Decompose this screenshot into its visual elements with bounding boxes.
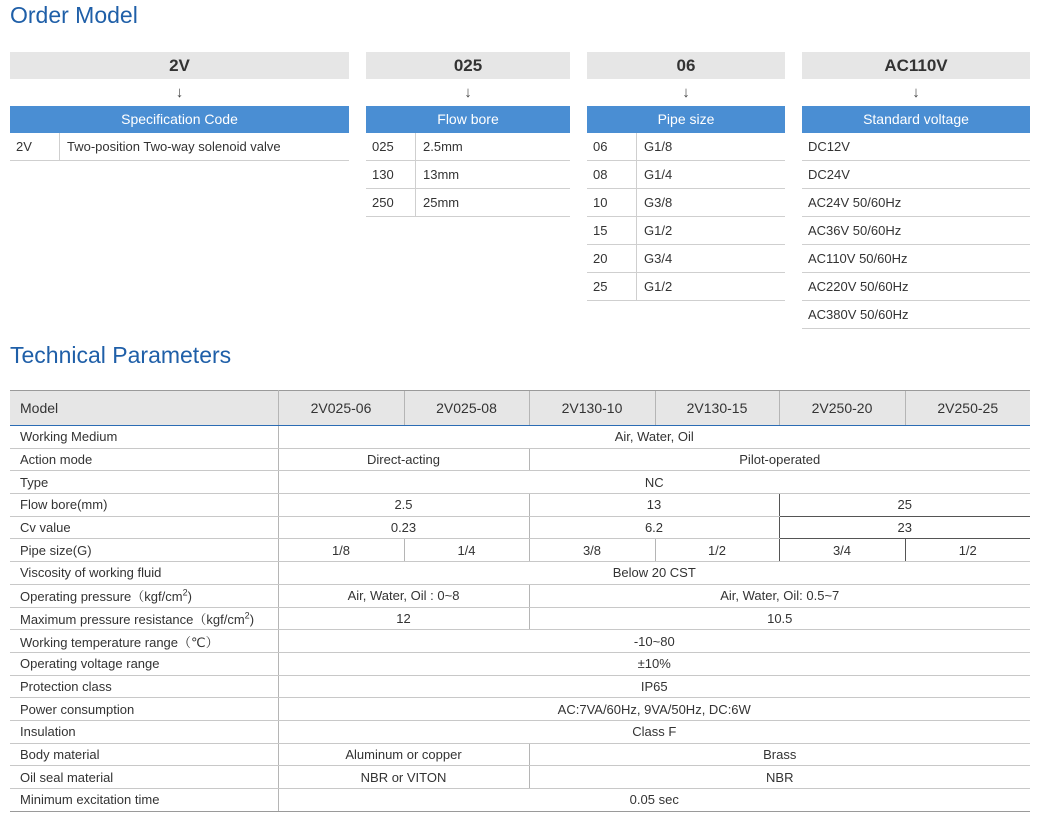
header-model: 2V130-10 — [529, 391, 655, 426]
table-header-row — [10, 391, 1030, 426]
row-label: Working Medium — [10, 426, 278, 449]
table-row — [10, 494, 1030, 517]
table-row — [10, 630, 1030, 653]
row-value: Direct-acting — [278, 448, 529, 471]
table-row — [10, 584, 1030, 607]
row-value: Class F — [278, 720, 1030, 743]
list-item — [802, 273, 1030, 301]
row-value: IP65 — [278, 675, 1030, 698]
option-desc: G1/2 — [644, 279, 673, 294]
list-item — [802, 217, 1030, 245]
row-label-text: Operating pressure（kgf/cm — [20, 589, 183, 605]
header-model: 2V025-06 — [278, 391, 404, 426]
option-desc: 2.5mm — [423, 139, 463, 154]
option-desc: G1/4 — [644, 167, 673, 182]
row-value: NC — [278, 471, 1030, 494]
arrow-down-icon: ↓ — [682, 84, 690, 101]
order-model-title: Order Model — [10, 2, 138, 28]
voltage-header: Standard voltage — [802, 106, 1030, 133]
option-code: 250 — [366, 189, 416, 216]
table-row — [10, 789, 1030, 812]
row-value: 0.23 — [278, 516, 529, 539]
row-value: 1/4 — [404, 539, 529, 562]
row-label — [10, 607, 278, 630]
row-value: 3/4 — [779, 539, 905, 562]
option-code: 25 — [587, 273, 637, 300]
list-item — [587, 133, 785, 161]
option-desc: Two-position Two-way solenoid valve — [67, 139, 281, 154]
table-row — [10, 743, 1030, 766]
row-value: NBR — [529, 766, 1030, 789]
row-value: 0.05 sec — [278, 789, 1030, 812]
header-model: 2V025-08 — [404, 391, 529, 426]
row-label: Viscosity of working fluid — [10, 562, 278, 585]
header-model: 2V250-20 — [779, 391, 905, 426]
superscript: 2 — [182, 587, 188, 598]
table-row — [10, 539, 1030, 562]
table-row — [10, 675, 1030, 698]
flow-bore-value: 025 — [366, 52, 570, 79]
list-item — [802, 133, 1030, 161]
row-value: NBR or VITON — [278, 766, 529, 789]
list-item — [802, 245, 1030, 273]
list-item — [587, 189, 785, 217]
row-value: Air, Water, Oil: 0.5~7 — [529, 584, 1030, 607]
row-label: Operating voltage range — [10, 652, 278, 675]
row-value: Below 20 CST — [278, 562, 1030, 585]
voltage-option: AC24V 50/60Hz — [808, 195, 902, 210]
arrow-down-icon: ↓ — [912, 84, 920, 101]
row-value: ±10% — [278, 652, 1030, 675]
option-code: 15 — [587, 217, 637, 244]
option-code: 130 — [366, 161, 416, 188]
row-value: 6.2 — [529, 516, 779, 539]
list-item — [366, 133, 570, 161]
row-value: Aluminum or copper — [278, 743, 529, 766]
technical-parameters-title: Technical Parameters — [10, 342, 232, 368]
row-value: 23 — [779, 516, 1030, 539]
pipe-size-block — [587, 52, 785, 301]
row-value: -10~80 — [278, 630, 1030, 653]
voltage-option: DC12V — [808, 139, 850, 154]
row-value: AC:7VA/60Hz, 9VA/50Hz, DC:6W — [278, 698, 1030, 721]
voltage-option: AC380V 50/60Hz — [808, 307, 909, 322]
row-label — [10, 584, 278, 607]
technical-parameters-table — [10, 390, 1030, 812]
table-row — [10, 471, 1030, 494]
header-model-label: Model — [10, 391, 278, 426]
spec-code-header: Specification Code — [10, 106, 349, 133]
table-row — [10, 562, 1030, 585]
row-label: Pipe size(G) — [10, 539, 278, 562]
voltage-option: AC36V 50/60Hz — [808, 223, 902, 238]
option-code: 20 — [587, 245, 637, 272]
row-label: Body material — [10, 743, 278, 766]
standard-voltage-block — [802, 52, 1030, 329]
row-value: 1/8 — [278, 539, 404, 562]
flow-bore-header: Flow bore — [366, 106, 570, 133]
option-desc: 13mm — [423, 167, 460, 182]
table-row — [10, 448, 1030, 471]
list-item — [802, 301, 1030, 329]
row-value: 10.5 — [529, 607, 1030, 630]
row-value: 1/2 — [655, 539, 779, 562]
option-desc: G1/2 — [644, 223, 673, 238]
list-item — [587, 273, 785, 301]
option-code: 10 — [587, 189, 637, 216]
header-model: 2V130-15 — [655, 391, 779, 426]
list-item — [366, 189, 570, 217]
row-label: Power consumption — [10, 698, 278, 721]
list-item — [366, 161, 570, 189]
spec-code-value: 2V — [10, 52, 349, 79]
option-code: 2V — [10, 133, 60, 160]
row-value: Brass — [529, 743, 1030, 766]
row-value: 12 — [278, 607, 529, 630]
arrow-down-icon: ↓ — [175, 84, 184, 101]
header-model: 2V250-25 — [905, 391, 1030, 426]
option-desc: G1/8 — [644, 139, 673, 154]
row-label-suffix: ) — [249, 611, 255, 627]
row-label: Working temperature range（℃） — [10, 630, 278, 653]
row-label: Action mode — [10, 448, 278, 471]
pipe-size-header: Pipe size — [587, 106, 785, 133]
voltage-option: DC24V — [808, 167, 850, 182]
row-value: Air, Water, Oil : 0~8 — [278, 584, 529, 607]
row-value: 1/2 — [905, 539, 1030, 562]
row-label-suffix: ) — [187, 589, 192, 605]
table-row — [10, 607, 1030, 630]
row-value: 25 — [779, 494, 1030, 517]
table-row — [10, 698, 1030, 721]
spec-code-block — [10, 52, 349, 161]
row-label: Type — [10, 471, 278, 494]
option-code: 06 — [587, 133, 637, 160]
option-desc: G3/8 — [644, 195, 673, 210]
table-row — [10, 516, 1030, 539]
list-item — [10, 133, 349, 161]
table-row — [10, 766, 1030, 789]
row-label: Insulation — [10, 720, 278, 743]
table-row — [10, 426, 1030, 449]
row-value: 3/8 — [529, 539, 655, 562]
row-label: Minimum excitation time — [10, 789, 278, 812]
row-value: 13 — [529, 494, 779, 517]
table-row — [10, 720, 1030, 743]
flow-bore-block — [366, 52, 570, 217]
voltage-option: AC220V 50/60Hz — [808, 279, 909, 294]
list-item — [587, 217, 785, 245]
row-label: Protection class — [10, 675, 278, 698]
list-item — [587, 245, 785, 273]
row-value: 2.5 — [278, 494, 529, 517]
row-value: Air, Water, Oil — [278, 426, 1030, 449]
voltage-value: AC110V — [802, 52, 1030, 79]
option-desc: 25mm — [423, 195, 460, 210]
list-item — [802, 189, 1030, 217]
row-label: Cv value — [10, 516, 278, 539]
list-item — [802, 161, 1030, 189]
row-label: Oil seal material — [10, 766, 278, 789]
row-label-text: Maximum pressure resistance（kgf/cm — [20, 611, 245, 627]
list-item — [587, 161, 785, 189]
option-code: 08 — [587, 161, 637, 188]
row-value: Pilot-operated — [529, 448, 1030, 471]
superscript: 2 — [244, 610, 250, 621]
row-label: Flow bore(mm) — [10, 494, 278, 517]
option-code: 025 — [366, 133, 416, 160]
pipe-size-value: 06 — [587, 52, 785, 79]
voltage-option: AC110V 50/60Hz — [808, 251, 908, 266]
arrow-down-icon: ↓ — [464, 84, 472, 101]
option-desc: G3/4 — [644, 251, 673, 266]
table-row — [10, 652, 1030, 675]
